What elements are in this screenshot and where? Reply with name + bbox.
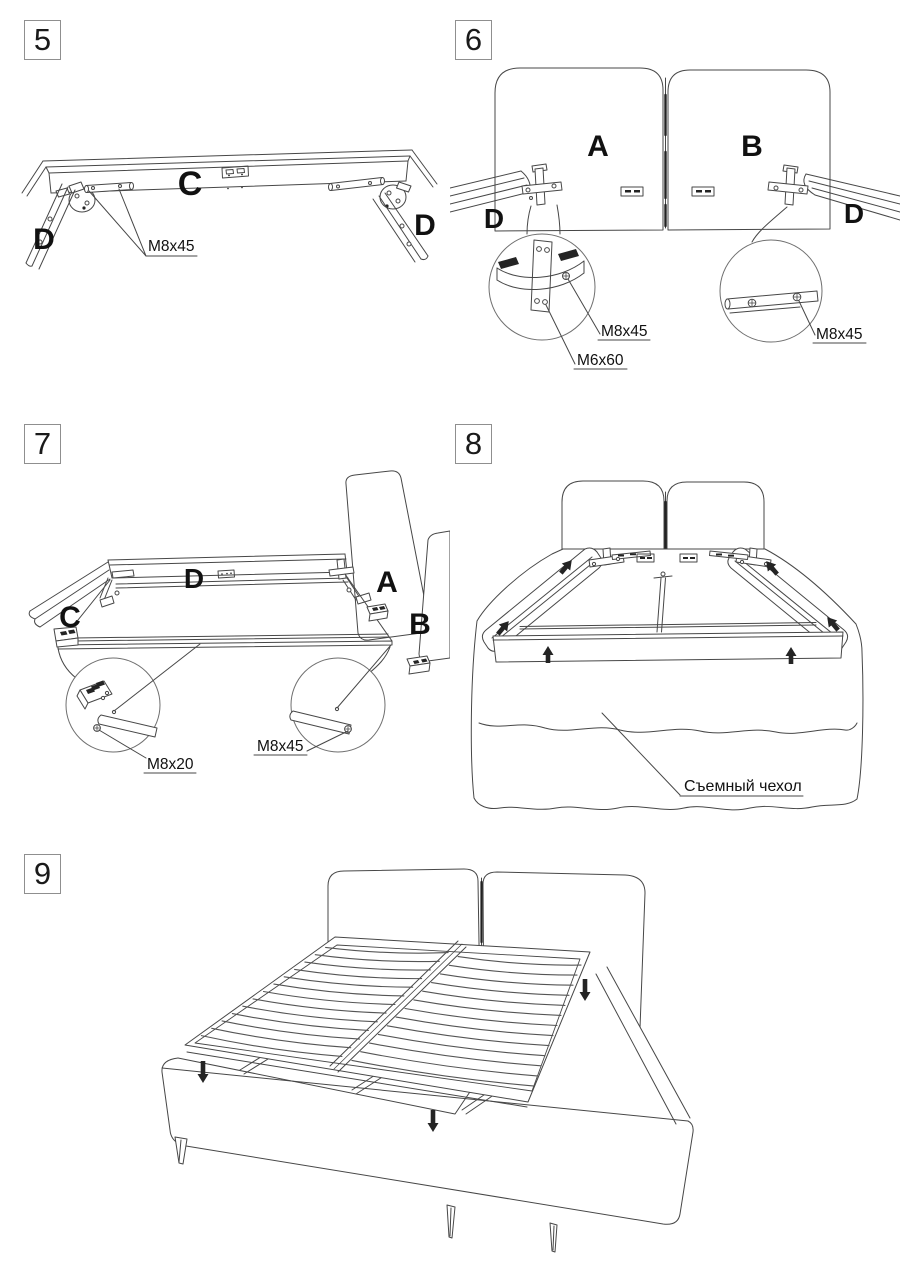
step-8-number: 8 [464,426,483,461]
detail-pointer-right [368,647,390,674]
corner-bracket-right [329,178,412,210]
callout-removable-cover: Съемный чехол [684,778,802,795]
step7-illustration [0,400,450,820]
part-label-a: A [587,130,609,163]
removable-cover [471,549,863,810]
fastener-label-m8x45: M8x45 [601,323,648,340]
step-5-number: 5 [33,22,52,57]
fastener-label-m8x20: M8x20 [147,756,194,773]
part-label-d: D [183,563,205,594]
detail-pointer-left [58,648,76,678]
detail-circle-corner-bracket [489,234,595,340]
step-7-number: 7 [33,426,52,461]
fastener-label-m8x45: M8x45 [257,738,304,755]
part-label-d-left: D [33,223,55,256]
step6-illustration [450,0,900,400]
part-label-c: C [59,601,81,634]
part-label-b: B [741,130,763,163]
part-label-a: A [376,566,398,599]
part-label-c: C [177,165,203,203]
step5-illustration [0,0,450,400]
headboard-panel-a [495,68,663,231]
connector-block-2 [407,656,430,674]
headboard-panel-b [419,531,450,661]
part-label-d-right: D [843,198,865,229]
fastener-label-m8x45: M8x45 [148,238,195,255]
detail-circle-rail-screws [720,240,822,342]
part-label-d-right: D [414,209,436,242]
connector-block-1 [367,604,388,621]
beam-d [100,554,371,607]
step9-illustration [0,820,900,1280]
step8-illustration [450,400,900,820]
fastener-label-m6x60: M6x60 [577,352,624,369]
step-9-number: 9 [33,856,52,891]
step-6-number: 6 [464,22,483,57]
part-label-d-left: D [483,203,505,234]
detail-circle-m8x45 [290,645,391,752]
part-label-b: B [409,608,431,641]
leader-line [89,189,146,256]
fastener-label-m8x45: M8x45 [816,326,863,343]
detail-circle-m8x20 [66,644,200,752]
